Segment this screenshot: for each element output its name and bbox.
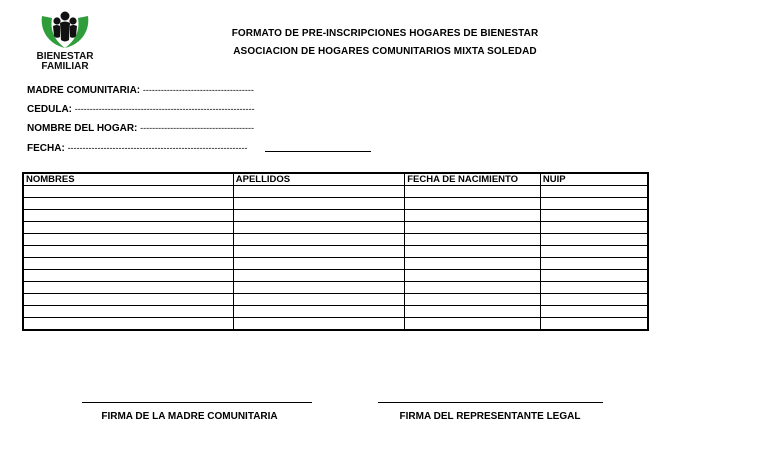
table-cell[interactable] <box>540 318 648 331</box>
table-row <box>23 294 648 306</box>
table-cell[interactable] <box>405 234 541 246</box>
fill-line: ------------------------------------------------------------ <box>67 143 248 153</box>
table-cell[interactable] <box>23 198 233 210</box>
table-cell[interactable] <box>23 282 233 294</box>
fill-line: ------------------------------------------------------------ <box>74 104 255 114</box>
table-row <box>23 198 648 210</box>
table-cell[interactable] <box>405 282 541 294</box>
table-body <box>23 186 648 331</box>
table-cell[interactable] <box>405 258 541 270</box>
table-row <box>23 234 648 246</box>
table-row <box>23 186 648 198</box>
table-cell[interactable] <box>233 210 404 222</box>
field-label: MADRE COMUNITARIA: <box>27 85 141 96</box>
table-cell[interactable] <box>233 270 404 282</box>
table-cell[interactable] <box>540 186 648 198</box>
table-header-row <box>23 173 648 186</box>
table-cell[interactable] <box>540 198 648 210</box>
table-cell[interactable] <box>540 234 648 246</box>
document-title: FORMATO DE PRE-INSCRIPCIONES HOGARES DE BIENESTAR <box>231 28 539 39</box>
table-cell[interactable] <box>233 282 404 294</box>
table-cell[interactable] <box>23 210 233 222</box>
table-cell[interactable] <box>405 306 541 318</box>
field-cedula <box>27 104 255 115</box>
table-cell[interactable] <box>540 210 648 222</box>
table-cell[interactable] <box>540 270 648 282</box>
table-cell[interactable] <box>540 294 648 306</box>
table-cell[interactable] <box>23 258 233 270</box>
document-subtitle: ASOCIACION DE HOGARES COMUNITARIOS MIXTA SOLEDAD <box>233 46 537 57</box>
logo-text-line2: FAMILIAR <box>41 61 89 72</box>
table-cell[interactable] <box>540 282 648 294</box>
table-cell[interactable] <box>23 294 233 306</box>
table-cell[interactable] <box>540 258 648 270</box>
field-label: CEDULA: <box>27 104 72 115</box>
table-cell[interactable] <box>23 318 233 331</box>
table-row <box>23 306 648 318</box>
signature-label-madre: FIRMA DE LA MADRE COMUNITARIA <box>101 411 278 422</box>
table-cell[interactable] <box>233 186 404 198</box>
table-cell[interactable] <box>233 198 404 210</box>
table-cell[interactable] <box>233 234 404 246</box>
column-header-apellidos: APELLIDOS <box>233 173 404 186</box>
table-cell[interactable] <box>23 306 233 318</box>
table-cell[interactable] <box>405 210 541 222</box>
fecha-underline <box>265 151 371 152</box>
table-cell[interactable] <box>405 222 541 234</box>
field-nombre-hogar <box>27 123 254 134</box>
fill-line: ------------------------------------- <box>142 85 254 95</box>
logo-text-line1: BIENESTAR <box>36 51 94 62</box>
field-madre-comunitaria <box>27 85 254 96</box>
field-label: FECHA: <box>27 143 65 154</box>
table-cell[interactable] <box>405 246 541 258</box>
field-fecha <box>27 143 247 154</box>
table-cell[interactable] <box>233 294 404 306</box>
table-row <box>23 282 648 294</box>
table-cell[interactable] <box>540 222 648 234</box>
table-cell[interactable] <box>233 222 404 234</box>
table-cell[interactable] <box>23 234 233 246</box>
field-label: NOMBRE DEL HOGAR: <box>27 123 138 134</box>
table-cell[interactable] <box>540 306 648 318</box>
table-cell[interactable] <box>23 186 233 198</box>
table-row <box>23 210 648 222</box>
table-row <box>23 258 648 270</box>
table-cell[interactable] <box>233 306 404 318</box>
table-cell[interactable] <box>23 270 233 282</box>
family-hands-icon <box>36 10 94 52</box>
table-cell[interactable] <box>23 222 233 234</box>
table-cell[interactable] <box>405 318 541 331</box>
table-row <box>23 246 648 258</box>
table-cell[interactable] <box>233 318 404 331</box>
column-header-nuip: NUIP <box>540 173 648 186</box>
bienestar-familiar-logo <box>30 10 100 76</box>
table-row <box>23 270 648 282</box>
inscriptions-table <box>22 172 649 331</box>
table-row <box>23 222 648 234</box>
table-cell[interactable] <box>405 198 541 210</box>
signature-line-madre <box>82 402 312 403</box>
table-cell[interactable] <box>540 246 648 258</box>
table-cell[interactable] <box>233 258 404 270</box>
table-cell[interactable] <box>233 246 404 258</box>
column-header-fecha-nacimiento: FECHA DE NACIMIENTO <box>405 173 541 186</box>
table-cell[interactable] <box>405 294 541 306</box>
column-header-nombres: NOMBRES <box>23 173 233 186</box>
table-cell[interactable] <box>405 186 541 198</box>
table-row <box>23 318 648 331</box>
fill-line: -------------------------------------- <box>140 123 255 133</box>
table-cell[interactable] <box>23 246 233 258</box>
table-cell[interactable] <box>405 270 541 282</box>
signature-line-representante <box>378 402 603 403</box>
signature-label-representante: FIRMA DEL REPRESENTANTE LEGAL <box>399 411 581 422</box>
